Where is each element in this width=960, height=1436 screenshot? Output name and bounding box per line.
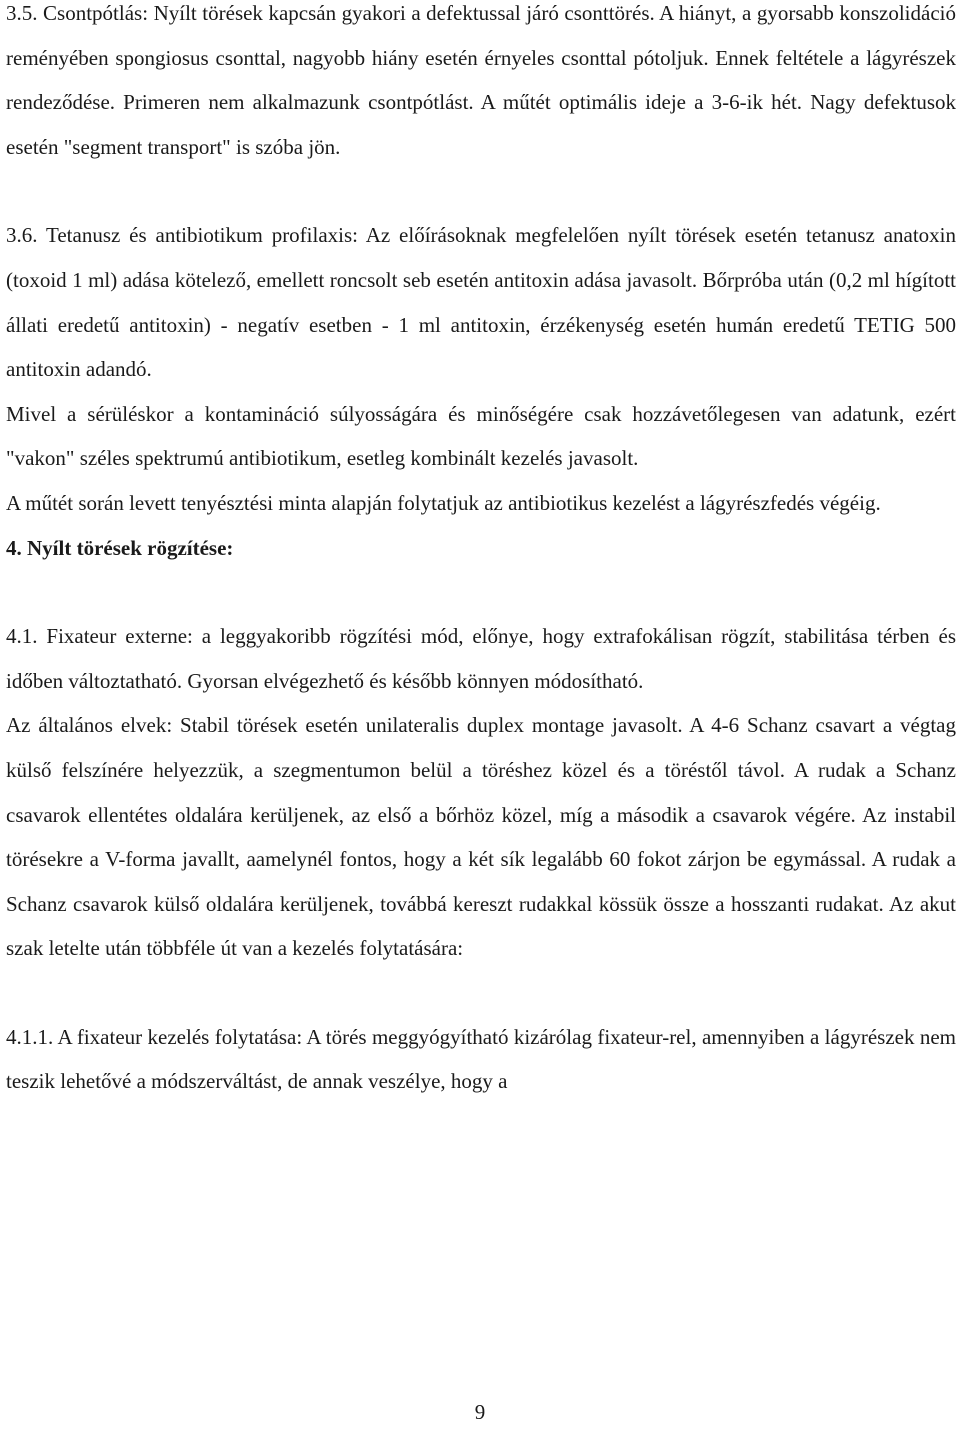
paragraph-fixateur-continuation: 4.1.1. A fixateur kezelés folytatása: A törés meggyógyítható kizárólag fixateur-rel, amennyiben a lágyrészek nem teszik lehetővé a módszerváltást, de annak veszélye, hogy a (6, 1024, 956, 1094)
paragraph-general-principles: Az általános elvek: Stabil törések esetén unilateralis duplex montage javasolt. A 4-6 Schanz csavart a végtag külső felszínére helyezzük, a szegmentumon belül a töréshez közel és a töréstől távol. A rudak a Schanz csavarok ellentétes oldalára kerüljenek, az első a bőrhöz közel, míg a második a csavarok végére. Az instabil törésekre a V-forma javallt, aamelynél fontos, hogy a két sík legalább 60 fokot zárjon be egymással. A rudak a Schanz csavarok külső oldalára kerüljenek, továbbá kereszt rudakkal kössük össze a hosszanti rudakat. Az akut szak letelte után többféle út van a kezelés folytatására: (6, 713, 956, 961)
page-number: 9 (474, 1400, 486, 1424)
paragraph-tetanus-antibiotic: 3.6. Tetanusz és antibiotikum profilaxis: Az előírásoknak megfelelően nyílt törések esetén tetanusz anatoxin (toxoid 1 ml) adása kötelező, emellett roncsolt seb esetén antitoxin adása javasolt. Bőrpróba után (0,2 ml hígított állati eredetű antitoxin) - negatív esetben - 1 ml antitoxin, érzékenység esetén humán eredetű TETIG 500 antitoxin adandó. (6, 223, 956, 382)
paragraph-culture-sample: A műtét során levett tenyésztési minta alapján folytatjuk az antibiotikus kezelést a lágyrészfedés végéig. (6, 490, 881, 515)
paragraph-fixateur-externe: 4.1. Fixateur externe: a leggyakoribb rögzítési mód, előnye, hogy extrafokálisan rögzít, stabilitása térben és időben változtatható. Gyorsan elvégezhető és később könnyen módosítható. (6, 624, 956, 693)
section-heading-fixation: 4. Nyílt törések rögzítése: (6, 535, 234, 560)
paragraph-bone-replacement: 3.5. Csontpótlás: Nyílt törések kapcsán gyakori a defektussal járó csonttörés. A hiányt, a gyorsabb konszolidáció reményében spongiosus csonttal, nagyobb hiány esetén érnyeles csonttal pótoljuk. Ennek feltétele a lágyrészek rendeződése. Primeren nem alkalmazunk csontpótlást. A műtét optimális ideje a 3-6-ik hét. Nagy defektusok esetén "segment transport" is szóba jön. (6, 1, 956, 159)
document-page (6, 0, 956, 1104)
paragraph-contamination: Mivel a sérüléskor a kontamináció súlyosságára és minőségére csak hozzávetőlegesen van adatunk, ezért "vakon" széles spektrumú antibiotikum, esetleg kombinált kezelés javasolt. (6, 401, 956, 471)
